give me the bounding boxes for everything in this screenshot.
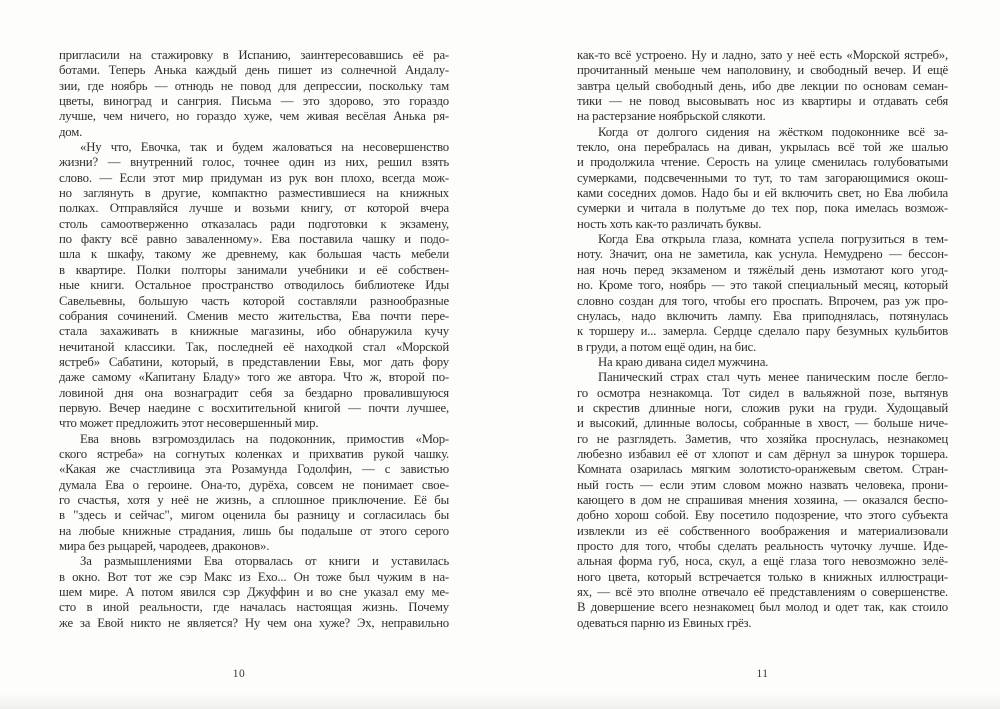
book-page-right [577,48,948,688]
text-line: прочитанный меньше чем наполовину, и свободный вечер. И ещё [577,63,948,78]
text-line: зии, где ноябрь — отнюдь не повод для депрессии, поскольку там [59,78,449,93]
page-number-right: 11 [756,668,769,680]
text-line: го не разглядеть. Заметив, что хозяйка проснулась, незнакомец [577,431,948,446]
text-line: ность хоть как-то различать буквы. [577,216,762,231]
text-line: ками соседних домов. Надо бы и ей включить свет, но Ева любила [577,186,948,201]
text-line: в квартире. Полки полторы занимали учебники и её собствен- [59,262,449,277]
text-line: но. Кроме того, ноябрь — это такой специальный месяц, который [577,278,948,293]
text-line: полках. Отправляйся лучше и возьми книгу, от которой вчера [59,201,449,216]
text-line: жизни? — внутренний голос, точнее один из них, решил взять [59,155,449,170]
text-line: ный гость — если этим словом можно назвать человека, прони- [577,477,948,492]
text-line: первую. Вечер наедине с восхитительной книгой — почти лучшее, [59,400,449,415]
text-line: кающего в дом не спрашивая мнения хозяина, — оказался беспо- [577,492,948,507]
text-line: го осмотра незнакомца. Тот сидел в вальяжной позе, вытянув [577,385,948,400]
text-line: дом. [59,124,83,139]
text-line: завтра целый свободный день, ибо две лекции по основам семан- [577,78,948,93]
text-line: и высокий, длинные волосы, собранные в хвост, — больше ниче- [577,416,948,431]
text-line: же за Евой никто не является? Ну чем она хуже? Эх, неправильно [59,615,449,630]
text-line: нечитаной классики. Так, последней её находкой стал «Морской [59,339,449,354]
text-line: как-то всё устроено. Ну и ладно, зато у неё есть «Морской ястреб», [577,48,948,62]
text-line: В довершение всего незнакомец был молод и одет так, как стоило [577,600,948,615]
text-line: любезно избавил её от хлопот и сам дёрнул за шнурок торшера. [577,446,948,461]
text-line: просто для того, чтобы сделать реальность чуточку лучше. Иде- [577,539,948,553]
text-line: цветы, виноград и сангрия. Письма — это здорово, это гораздо [59,94,449,109]
page-number-left: 10 [232,668,246,680]
text-line: ботами. Теперь Анька каждый день пишет из солнечной Андалу- [59,63,449,78]
text-line: но заглянуть в другие, компактно разместившиеся на книжных [59,186,449,201]
text-line: слово. — Если этот мир придуман из рук вон плохо, всегда мож- [59,170,449,185]
text-column-right [577,48,948,631]
text-line: За размышлениями Ева оторвалась от книги и уставилась [80,554,449,569]
text-line: тики — не повод высовывать нос из квартиры и отдавать себя [577,94,948,109]
text-line: даже самому «Капитану Бладу» того же автора. Что ж, второй по- [59,370,449,385]
text-line: на любые книжные страдания, лишь бы подальше от этого серого [59,523,449,538]
text-line: «Какая же счастливица эта Розамунда Годолфин, — с завистью [59,462,449,477]
text-line: в "здесь и сейчас", мигом оценила бы разницу и согласилась бы [59,508,449,523]
text-line: по факту всё равно заваленному». Ева поставила чашку и подо- [59,232,449,247]
text-line: Савельевны, большую часть которой составляли разнообразные [59,293,449,308]
text-line: стала захаживать в книжные магазины, ибо обнаружила кучу [59,324,449,339]
text-line: текло, она перебралась на диван, укрылась всё той же шалью [577,140,948,155]
text-line: На краю дивана сидел мужчина. [598,354,769,369]
text-line: го счастья, хотя у неё не жизнь, а сплошное приключение. Её бы [59,492,449,507]
text-line: Панический страх стал чуть менее паническим после бегло- [598,370,948,385]
text-line: лучше, чем ничего, но гораздо хуже, чем живая весёлая Анька ря- [59,109,449,124]
text-line: и продолжила чтение. Серость на улице сменилась голубоватыми [577,155,948,170]
text-line: на растерзание ноябрьской слякоти. [577,109,766,124]
text-line: Ева вновь взгромоздилась на подоконник, примостив «Мор- [80,431,449,446]
text-line: в окно. Вот тот же сэр Макс из Ехо... Он тоже был чужим в на- [59,569,449,584]
text-line: и скрестив длинные ноги, сложив руки на груди. Худощавый [577,400,948,415]
text-line: в груди, а потом ещё один, на бис. [577,339,757,354]
text-line: мира без рыцарей, чародеев, драконов». [59,539,270,553]
text-line: Когда от долгого сидения на жёстком подоконнике всё за- [598,124,948,139]
text-line: извлекли из её собственного воображения и материализовали [577,523,948,538]
text-line: словно создан для того, чтобы его проспать. Впрочем, раз уж про- [577,293,948,308]
text-line: одеваться парню из Евиных грёз. [577,615,752,630]
text-line: ского ястреба» на согнутых коленках и прихватив рукой чашку. [59,446,449,461]
text-line: ловиной дня она вознаградит себя за бездарно провалившуюся [59,385,449,400]
text-line: сто в иной реальности, где началась настоящая жизнь. Почему [59,600,449,615]
text-line: шем мире. А потом явился сэр Джуффин и во сне указал ему ме- [59,585,449,600]
text-column-left [59,48,449,631]
text-line: ного цвета, который встречается только в книжных иллюстраци- [577,569,948,584]
text-line: снулась, надо включить лампу. Ева приподнялась, потянулась [577,308,948,323]
text-line: добно хорош собой. Еву посетило подозрение, что этого субъекта [577,508,948,523]
text-line: собрания сочинений. Сменив место жительства, Ева почти пере- [59,308,449,323]
text-line: ноту. Значит, она не заметила, как уснула. Немудрено — бессон- [577,247,948,262]
text-line: столь самоотверженно отказалась ради подготовки к экзамену, [59,216,449,231]
text-line: сумерками, подсвеченными то тут, то там загорающимися окош- [577,170,948,185]
text-line: сумерки и читала в полутьме до тех пор, пока имелась возмож- [577,201,948,216]
text-line: что может предложить этот несовершенный мир. [59,416,319,431]
text-line: ястреб» Сабатини, который, в представлении Евы, мог дать фору [59,354,449,369]
text-line: ные книги. Остальное пространство отводилось библиотеке Иды [59,278,449,293]
text-line: «Ну что, Евочка, так и будем жаловаться на несовершенство [80,140,449,155]
book-page-left [59,48,449,688]
text-line: альная форма губ, носа, скул, а ещё глаза того невозможно зелё- [577,554,948,569]
text-line: Комната озарилась мягким золотисто-оранжевым светом. Стран- [577,462,948,477]
text-line: пригласили на стажировку в Испанию, заинтересовавшись её ра- [59,48,449,62]
text-line: шла к шкафу, такому же древнему, как большая часть мебели [59,247,449,262]
text-line: к торшеру и... замерла. Сердце сделало пару безумных кульбитов [577,324,948,339]
text-line: Когда Ева открыла глаза, комната успела погрузиться в тем- [598,232,948,247]
text-line: ях, — всё это вполне отвечало её представлениям о совершенстве. [577,585,948,600]
text-line: думала Ева о героине. Она-то, дурёха, совсем не понимает свое- [59,477,449,492]
text-line: ная ночь перед экзаменом и тяжёлый день измотают кого угод- [577,262,948,277]
